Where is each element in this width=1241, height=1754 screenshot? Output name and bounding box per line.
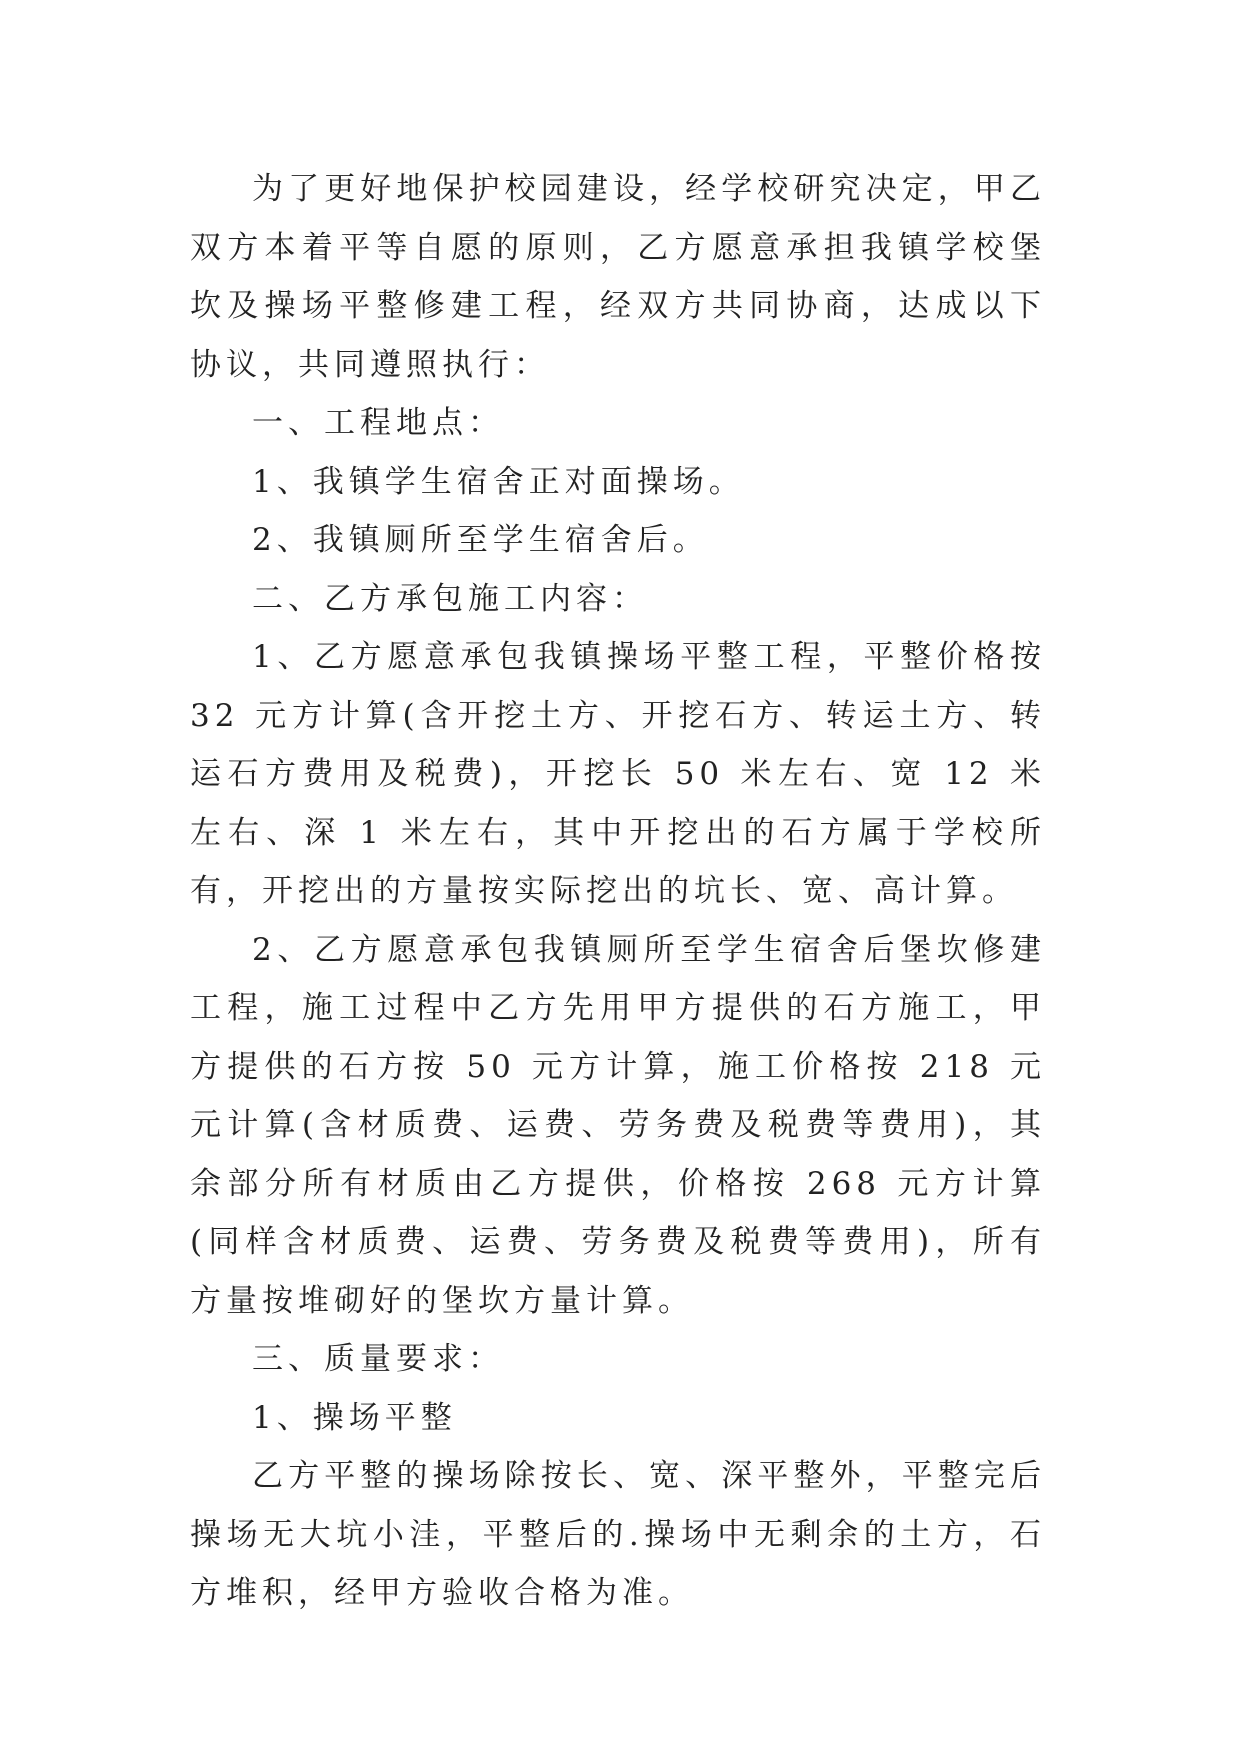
document-body bbox=[190, 160, 1046, 1623]
section-heading-quality: 三、质量要求： bbox=[252, 1341, 504, 1377]
location-item-1: 1、我镇学生宿舍正对面操场。 bbox=[252, 463, 745, 500]
scope-item-1: 1、乙方愿意承包我镇操场平整工程，平整价格按 32 元方计算(含开挖土方、开挖石方、转运土方、转运石方费用及税费)，开挖长 50 米左右、宽 12 米左右、深 1 米左右，其中开挖出的石方属于学校所有，开挖出的方量按实际挖出的坑长、宽、高计算。 bbox=[190, 639, 1046, 909]
quality-item-1-body: 乙方平整的操场除按长、宽、深平整外，平整完后操场无大坑小洼，平整后的.操场中无剩余的土方，石方堆积，经甲方验收合格为准。 bbox=[190, 1458, 1046, 1611]
location-item-2: 2、我镇厕所至学生宿舍后。 bbox=[252, 522, 709, 558]
section-heading-location: 一、工程地点： bbox=[252, 405, 504, 441]
quality-item-1-title: 1、操场平整 bbox=[252, 1399, 457, 1436]
scope-item-2: 2、乙方愿意承包我镇厕所至学生宿舍后堡坎修建工程，施工过程中乙方先用甲方提供的石方施工，甲方提供的石方按 50 元方计算，施工价格按 218 元元计算(含材质费、运费、劳务费及税费等费用)，其余部分所有材质由乙方提供，价格按 268 元方计算(同样含材质费、运费、劳务费及税费等费用)，所有方量按堆砌好的堡坎方量计算。 bbox=[190, 931, 1046, 1319]
intro-paragraph: 为了更好地保护校园建设，经学校研究决定，甲乙双方本着平等自愿的原则，乙方愿意承担我镇学校堡坎及操场平整修建工程，经双方共同协商，达成以下协议，共同遵照执行： bbox=[190, 171, 1046, 383]
section-heading-scope: 二、乙方承包施工内容： bbox=[252, 580, 648, 617]
